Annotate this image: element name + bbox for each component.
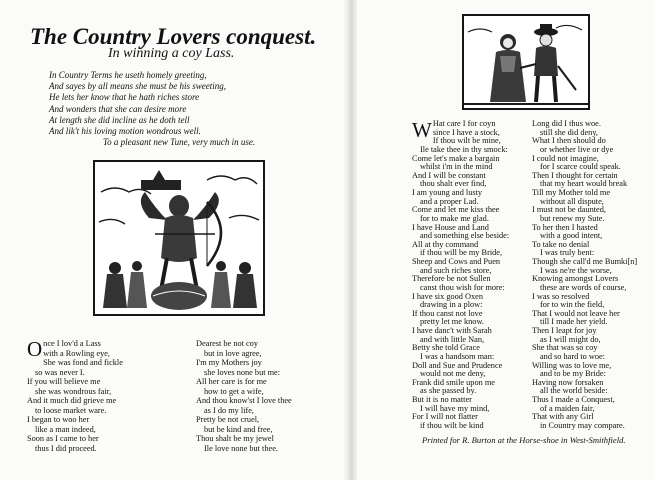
verse-line: I have six good Oxen: [412, 291, 483, 301]
verse-line: or whether live or dye: [540, 144, 614, 154]
preface-line: And wonders that she can desire more: [49, 103, 187, 114]
verse-line: That I would not leave her: [532, 308, 620, 318]
verse-line: for I scarce could speak.: [540, 162, 621, 172]
verse-line: with a Rowling eye,: [43, 348, 110, 358]
verse-line: so was never I.: [35, 367, 85, 377]
verse-line: drawing in a plow:: [420, 300, 483, 310]
verse-line: Betty she told Grace: [412, 343, 480, 353]
preface-verse: [49, 70, 255, 148]
verse-line: and something else beside:: [420, 231, 510, 241]
drop-cap: O: [27, 337, 43, 361]
preface-line: In Country Terms he useth homely greeting,: [49, 70, 207, 80]
ballad-subtitle: In winning a coy Lass.: [108, 46, 235, 61]
verse-line: and to be my Bride:: [540, 369, 606, 379]
verse-line: that my heart would break: [540, 179, 628, 189]
verse-line: to loose market ware.: [35, 405, 107, 415]
cupid-woodcut-drawing: [95, 162, 263, 314]
verse-line: as she passed by.: [420, 386, 477, 396]
verse-line: without all dispute,: [540, 196, 604, 206]
verse-line: pretty let me know.: [420, 317, 484, 327]
verse-line: as I will might do,: [540, 334, 601, 344]
verse-line: Ile take thee in thy smock:: [420, 144, 508, 154]
verse-line: canst thou wish for more:: [420, 282, 505, 292]
verse-line: Pretty be not cruel,: [196, 415, 260, 425]
verse-line: but be kind and free,: [204, 424, 273, 434]
verse-line: for to make me glad.: [420, 213, 489, 223]
verse-line: I have danc't with Sarah: [412, 326, 492, 335]
verse-line: What I then should do: [532, 136, 606, 146]
verse-line: for to win the field,: [540, 300, 605, 310]
verse-line: Ile love none but thee.: [204, 444, 278, 454]
ballad-title: The Country Lovers conquest.: [30, 24, 317, 49]
verse-line: Doll and Sue and Prudence: [412, 360, 503, 370]
verse-line: if thou will be my Bride,: [420, 248, 503, 258]
verse-line: I was so resolved: [532, 291, 590, 301]
verse-line: I am young and lusty: [412, 188, 483, 197]
verse-line: in Country may compare.: [540, 420, 625, 430]
verse-line: Having now forsaken: [532, 377, 604, 387]
verse-line: like a man indeed,: [35, 424, 96, 434]
verse-line: Hat care I for coyn: [432, 119, 496, 128]
verse-line: If thou wilt be mine,: [432, 136, 501, 146]
verse-line: Sheep and Cows and Puen: [412, 257, 501, 266]
verse-line: would not me deny,: [420, 369, 486, 379]
verse-line: And it much did grieve me: [27, 396, 117, 406]
verse-line: Come and let me kiss thee: [412, 205, 500, 215]
verse-line: I must not be daunted,: [532, 205, 606, 215]
verse-line: She that was so coy: [532, 343, 598, 353]
printer-imprint: Printed for R. Burton at the Horse-shoe in West-Smithfield.: [422, 435, 626, 445]
verse-line: she was wondrous fair,: [35, 386, 112, 396]
verse-line: Till my Mother told me: [532, 188, 611, 197]
verse-line: All at thy command: [412, 239, 479, 249]
verse-line: Therefore be not Sullen: [412, 274, 491, 284]
verse-column-1: [27, 337, 123, 454]
verse-line: I'm my Mothers joy: [196, 358, 262, 368]
verse-line: And thou know'st I love thee: [196, 396, 292, 406]
verse-line: I could not imagine,: [532, 153, 599, 163]
verse-line: I was a handsom man:: [420, 351, 495, 361]
verse-line: If thou canst not love: [412, 308, 483, 318]
woodcut-couple: [462, 14, 590, 110]
center-fold: [343, 0, 357, 480]
verse-column-2: [196, 339, 292, 454]
verse-column-3: [412, 120, 509, 431]
verse-line: Come let's make a bargain: [412, 153, 500, 163]
verse-line: but in love agree,: [204, 348, 262, 358]
verse-line: these are words of course,: [540, 282, 627, 292]
verse-line: all the world beside:: [540, 386, 608, 396]
preface-line: And lik't his loving motion wondrous well.: [49, 126, 201, 137]
verse-line: To her then I hasted: [532, 222, 598, 232]
verse-line: Soon as I came to her: [27, 434, 99, 444]
verse-line: if thou wilt be kind: [420, 420, 484, 430]
verse-line: and with little Nan,: [420, 334, 485, 344]
woodcut-cupid: [93, 160, 265, 316]
verse-line: I was truly bent:: [540, 248, 595, 258]
verse-line: and so hard to woe:: [540, 351, 605, 361]
verse-line: with a good intent,: [540, 231, 603, 241]
drop-cap: W: [412, 118, 432, 142]
preface-line: At length she did incline as he doth tell: [49, 114, 190, 125]
verse-column-4: [532, 120, 637, 431]
preface-line: And sayes by all means she must be his sweeting,: [49, 81, 226, 92]
verse-line: thou shalt ever find,: [420, 179, 487, 189]
verse-line: Then I leapt for joy: [532, 326, 597, 335]
verse-line: If you will believe me: [27, 377, 101, 387]
verse-line: Long did I thus woe.: [532, 119, 601, 128]
verse-line: I will have my mind,: [420, 403, 490, 413]
verse-line: till I made her yield.: [540, 317, 608, 327]
verse-line: of a maiden fair,: [540, 403, 595, 413]
verse-line: whilst i'm in the mind: [420, 162, 493, 172]
verse-line: she loves none but me:: [204, 367, 281, 377]
couple-woodcut-drawing: [464, 16, 588, 108]
verse-line: as I do my life,: [204, 405, 255, 415]
verse-line: That with any Girl: [532, 412, 594, 422]
verse-line: Thou shalt be my jewel: [196, 434, 274, 444]
verse-line: And I will be constant: [412, 170, 486, 180]
verse-line: I began to woo her: [27, 415, 90, 425]
verse-line: All her care is for me: [196, 377, 267, 387]
verse-line: But it is no matter: [412, 395, 472, 404]
verse-line: still she did deny,: [540, 127, 598, 137]
verse-line: Knowing amongst Lovers: [532, 274, 619, 284]
preface-line: He lets her know that he hath riches store: [49, 92, 200, 103]
verse-line: and a proper Lad.: [420, 196, 479, 206]
verse-line: since I have a stock,: [432, 127, 500, 137]
verse-line: I have House and Land: [412, 222, 489, 232]
verse-line: and such riches store,: [420, 265, 492, 275]
verse-line: Though she call'd me Bumki[n]: [532, 257, 638, 266]
verse-line: but renew my Sute.: [540, 213, 605, 223]
verse-line: I was ne're the worse,: [540, 265, 612, 275]
verse-line: Willing was to love me,: [532, 360, 612, 370]
tune-line: To a pleasant new Tune, very much in use.: [103, 137, 256, 148]
verse-line: Then I thought for certain: [532, 170, 618, 180]
verse-line: Dearest be not coy: [196, 339, 258, 348]
verse-line: For I will not flatter: [412, 412, 478, 422]
verse-line: Thus I made a Conquest,: [532, 395, 615, 404]
verse-line: Frank did smile upon me: [412, 377, 495, 387]
verse-line: how to get a wife,: [204, 386, 264, 396]
verse-line: To take no denial: [532, 239, 590, 249]
verse-line: nce I lov'd a Lass: [43, 339, 101, 348]
verse-line: She was fond and fickle: [43, 358, 123, 368]
verse-line: thus I did proceed.: [35, 444, 97, 454]
